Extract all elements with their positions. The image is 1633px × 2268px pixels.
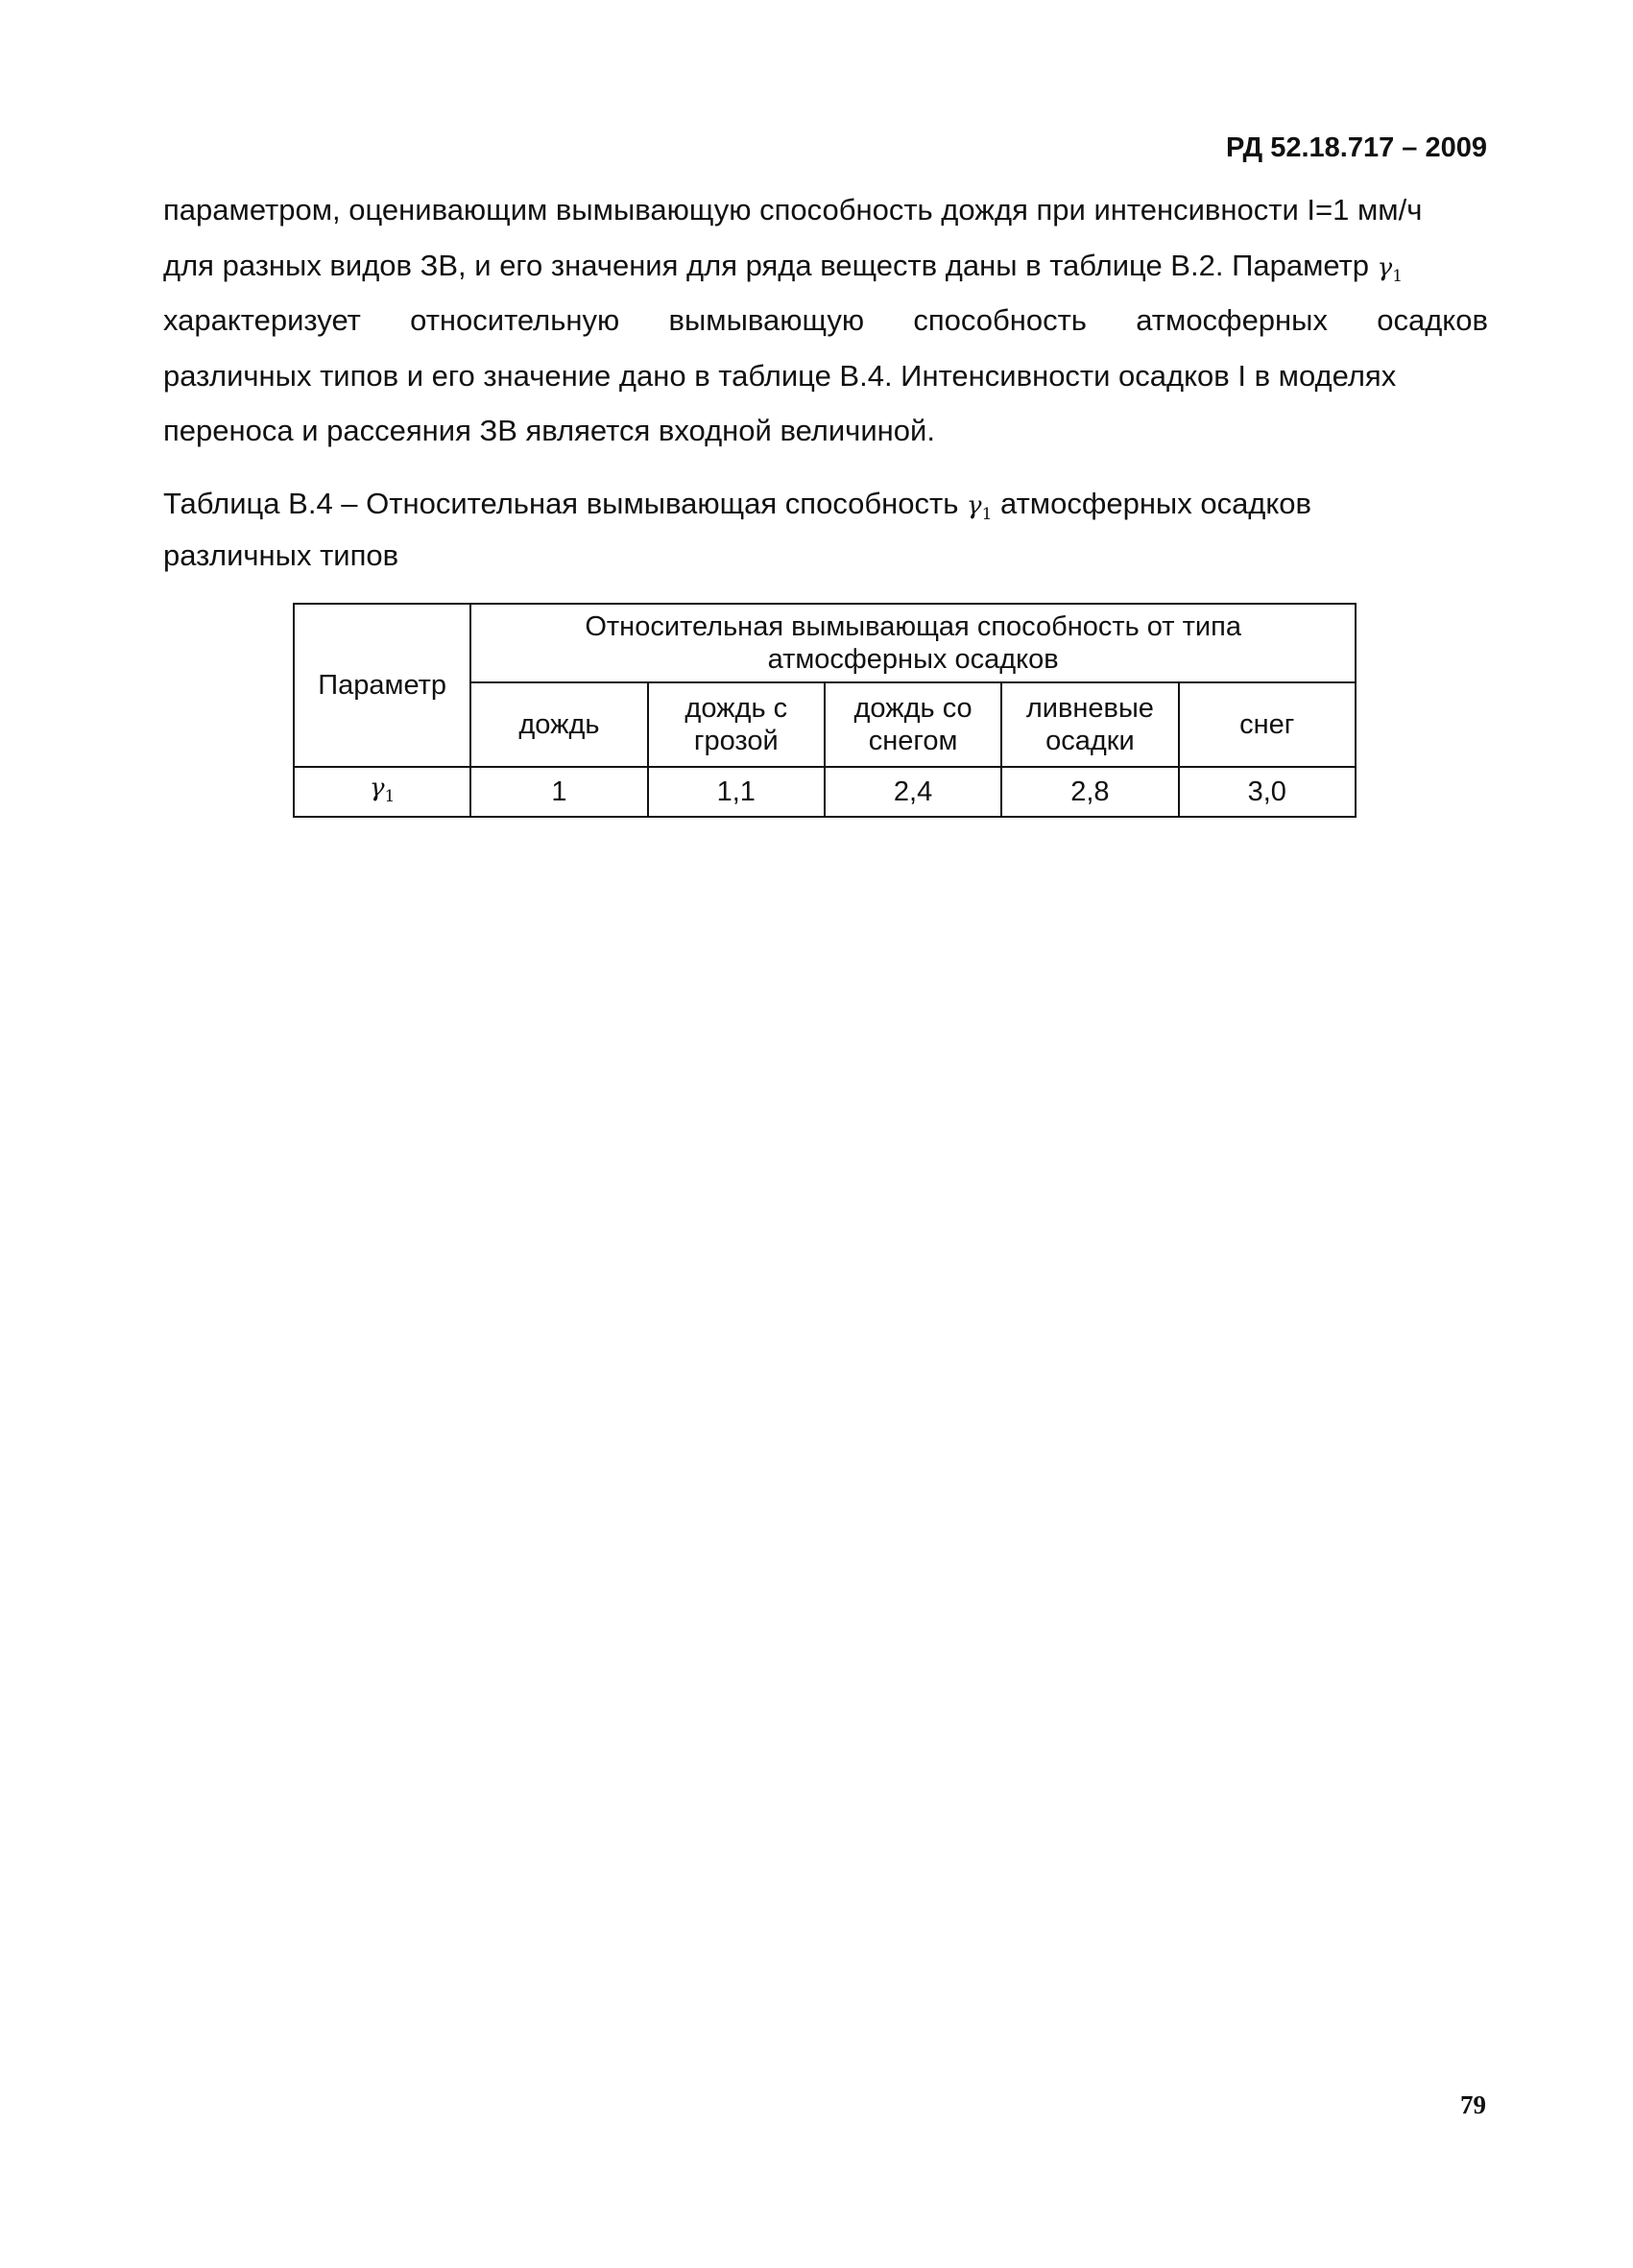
column-header-rain-thunderstorm: дождь с грозой: [648, 682, 825, 767]
table-row: [294, 767, 1356, 817]
caption-line-2: различных типов: [163, 538, 399, 572]
column-header-rain-snow: дождь со снегом: [825, 682, 1001, 767]
paragraph-word: вымывающую: [668, 303, 865, 337]
paragraph-line-2-text: для разных видов ЗВ, и его значения для ряда веществ даны в таблице В.2. Параметр: [163, 248, 1370, 282]
page-number: 79: [1460, 2090, 1486, 2119]
document-code: РД 52.18.717 – 2009: [1225, 132, 1487, 163]
paragraph-word: относительную: [410, 303, 620, 337]
value-cell: 1: [470, 767, 647, 817]
paragraph-line-4: различных типов и его значение дано в таблице В.4. Интенсивности осадков I в моделях: [163, 358, 1397, 393]
body-paragraph: [163, 182, 1488, 459]
column-header-snow: снег: [1179, 682, 1356, 767]
paragraph-line-5: переноса и рассеяния ЗВ является входной величиной.: [163, 414, 935, 447]
paragraph-word: осадков: [1377, 303, 1488, 337]
table-header-row: [294, 604, 1356, 682]
paragraph-word: характеризует: [163, 303, 361, 337]
column-header-showers: ливневые осадки: [1001, 682, 1178, 767]
paragraph-line-3: [163, 293, 1488, 348]
paragraph-word: способность: [913, 303, 1087, 337]
paragraph-line-2: [163, 238, 1488, 294]
paragraph-word: атмосферных: [1136, 303, 1328, 337]
value-cell: 2,4: [825, 767, 1001, 817]
value-cell: 1,1: [648, 767, 825, 817]
gamma-symbol: $\gamma_1$: [369, 773, 396, 807]
group-header-line-1: Относительная вымывающая способность от типа: [585, 611, 1241, 642]
gamma-symbol: $\gamma_1$: [967, 491, 993, 525]
param-header-cell: Параметр: [294, 604, 470, 767]
table-caption: [163, 478, 1488, 582]
paragraph-line-1: параметром, оценивающим вымывающую способность дождя при интенсивности I=1 мм/ч: [163, 193, 1423, 227]
group-header-cell: [470, 604, 1356, 682]
row-param-cell: [294, 767, 470, 817]
caption-line-1: Таблица В.4 – Относительная вымывающая способность $\gamma_1$ атмосферных осадков: [163, 487, 1312, 525]
group-header-line-2: атмосферных осадков: [767, 644, 1059, 675]
precipitation-table: [293, 603, 1357, 818]
value-cell: 2,8: [1001, 767, 1178, 817]
gamma-symbol: $\gamma_1$: [1377, 252, 1404, 286]
value-cell: 3,0: [1179, 767, 1356, 817]
column-header-rain: дождь: [470, 682, 647, 767]
